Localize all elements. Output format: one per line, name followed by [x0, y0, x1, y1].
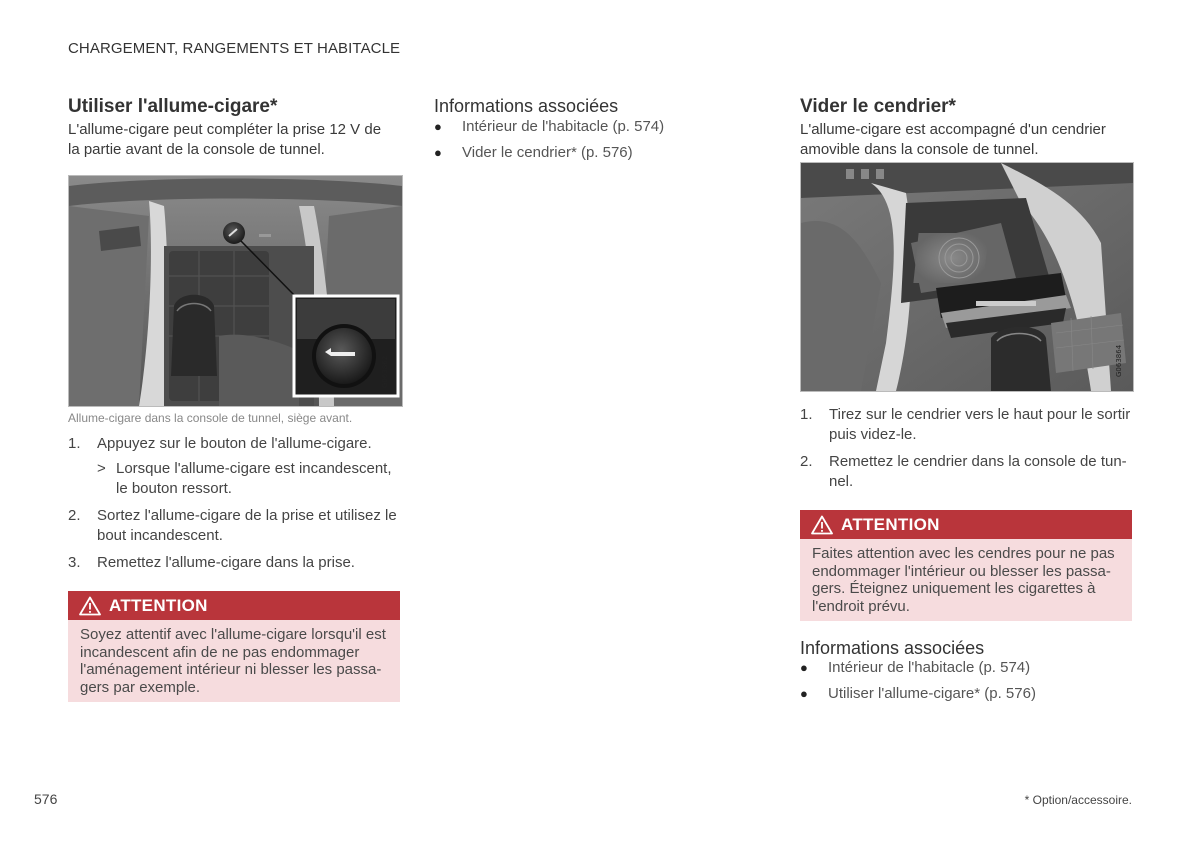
attention-line: l'endroit prévu.: [812, 597, 910, 615]
attention-line: gers. Éteignez uniquement les cigarettes à: [812, 580, 1096, 597]
result-glyph: >: [97, 460, 106, 477]
attention-line: Faites attention avec les cendres pour ne pas: [812, 545, 1115, 562]
intro-line: la partie avant de la console de tunnel.: [68, 141, 325, 158]
step-number: 2.: [800, 453, 813, 470]
step-number: 3.: [68, 554, 81, 571]
step-text: bout incandescent.: [97, 527, 223, 544]
lighter-intro: [68, 120, 408, 160]
image-caption: Allume-cigare dans la console de tunnel, siège avant.: [68, 411, 353, 425]
image-code: G063862: [381, 355, 389, 388]
related-info-title: Informations associées: [434, 96, 619, 116]
related-link-text[interactable]: Vider le cendrier* (p. 576): [462, 144, 633, 161]
step-number: 1.: [68, 435, 81, 452]
related-link-text[interactable]: Intérieur de l'habitacle (p. 574): [828, 659, 1031, 676]
attention-label: ATTENTION: [109, 595, 208, 615]
intro-line: amovible dans la console de tunnel.: [800, 141, 1039, 158]
step-text: nel.: [829, 473, 854, 490]
substep-line: Lorsque l'allume-cigare est incandescent,: [116, 460, 392, 477]
step-text: Sortez l'allume-cigare de la prise et utilisez le: [97, 507, 397, 524]
attention-line: endommager l'intérieur ou blesser les passa-: [812, 562, 1111, 580]
ashtray-console-photo: [800, 162, 1134, 392]
step-number: 1.: [800, 406, 813, 423]
related-link-text[interactable]: Intérieur de l'habitacle (p. 574): [462, 118, 665, 135]
step-text: Tirez sur le cendrier vers le haut pour le sortir: [829, 406, 1131, 423]
step-number: 2.: [68, 507, 81, 524]
image-code: G063864: [1115, 344, 1123, 377]
attention-label: ATTENTION: [841, 514, 940, 534]
page-number: 576: [34, 791, 58, 807]
attention-line: incandescent afin de ne pas endommager: [80, 643, 360, 661]
lighter-console-photo: [68, 175, 403, 407]
intro-line: L'allume-cigare peut compléter la prise 12 V de: [68, 121, 382, 138]
warning-triangle-icon: [811, 515, 833, 535]
section-title-ashtray: Vider le cendrier*: [800, 96, 956, 117]
attention-line: Soyez attentif avec l'allume-cigare lorsqu'il est: [80, 626, 386, 643]
step-text: Remettez l'allume-cigare dans la prise.: [97, 554, 355, 571]
warning-triangle-icon: [79, 596, 101, 616]
bullet-icon: ●: [434, 119, 442, 134]
attention-line: gers par exemple.: [80, 678, 201, 696]
footnote: * Option/accessoire.: [1024, 793, 1132, 807]
section-title-lighter: Utiliser l'allume-cigare*: [68, 96, 278, 117]
step-text: puis videz-le.: [829, 426, 917, 443]
attention-line: l'aménagement intérieur ni blesser les passa-: [80, 661, 382, 678]
attention-body: [68, 620, 400, 702]
attention-body: [800, 539, 1132, 621]
bullet-icon: ●: [800, 660, 808, 675]
step-text: Appuyez sur le bouton de l'allume-cigare.: [97, 435, 372, 452]
step-text: Remettez le cendrier dans la console de tun-: [829, 453, 1127, 470]
attention-header: [800, 510, 1132, 539]
ashtray-intro: [800, 120, 1140, 160]
bullet-icon: ●: [434, 145, 442, 160]
substep-line: le bouton ressort.: [116, 480, 232, 497]
attention-header: [68, 591, 400, 620]
related-link-text[interactable]: Utiliser l'allume-cigare* (p. 576): [828, 685, 1036, 702]
bullet-icon: ●: [800, 686, 808, 701]
running-header: CHARGEMENT, RANGEMENTS ET HABITACLE: [68, 40, 401, 57]
related-info-title: Informations associées: [800, 638, 985, 658]
intro-line: L'allume-cigare est accompagné d'un cendrier: [800, 121, 1106, 138]
